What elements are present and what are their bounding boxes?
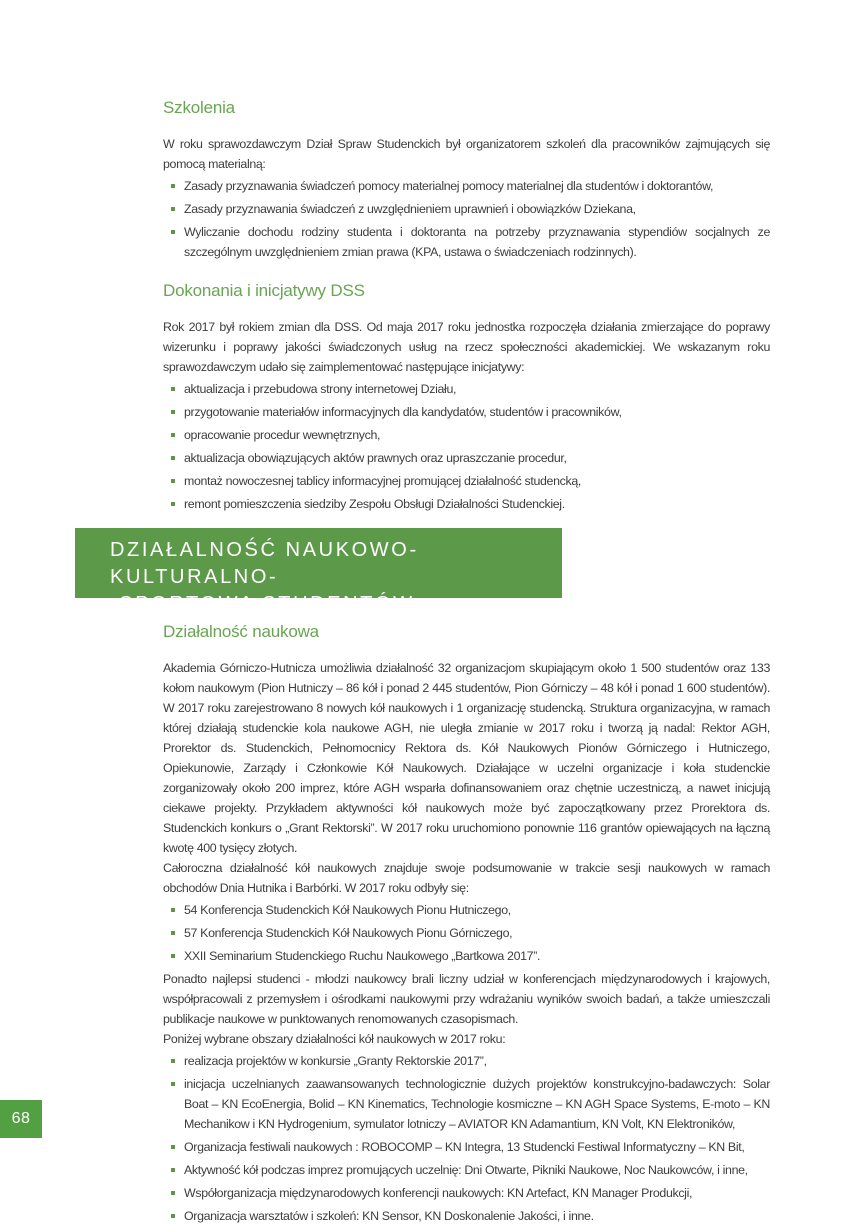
list-item: 57 Konferencja Studenckich Kół Naukowych Pionu Górniczego, [163, 923, 770, 943]
naukowa-paragraph-4: Poniżej wybrane obszary działalności kół naukowych w 2017 roku: [163, 1032, 506, 1046]
list-item: XXII Seminarium Studenckiego Ruchu Naukowego „Bartkowa 2017”. [163, 946, 770, 966]
naukowa-paragraph-3: Ponadto najlepsi studenci - młodzi naukowcy brali liczny udział w konferencjach międzynarodowych i krajowych, współpracowali z przemysłem i ośrodkami naukowymi przy wdrażaniu wyników swoich badań, a także umieszczali publikacje naukowe w punktowanych renomowanych czasopismach. [163, 972, 770, 1026]
list-item: Zasady przyznawania świadczeń pomocy materialnej pomocy materialnej dla studentów i doktorantów, [163, 176, 770, 196]
szkolenia-bullet-list [163, 176, 770, 262]
list-item: 54 Konferencja Studenckich Kół Naukowych Pionu Hutniczego, [163, 900, 770, 920]
list-item: inicjacja uczelnianych zaawansowanych technologicznie dużych projektów konstrukcyjno-badawczych: Solar Boat – KN EcoEnergia, Bolid – KN Kinematics, Technologie kosmiczne – KN AGH Space Systems, E-moto – KN Mechanikow i KN Hydrogenium, symulator lotniczy – AVIATOR KN Adamantium, KN Volt, KN Elektroników, [163, 1074, 770, 1134]
banner-line-1: DZIAŁALNOŚĆ NAUKOWO-KULTURALNO- [110, 539, 419, 588]
list-item: Wyliczanie dochodu rodziny studenta i doktoranta na potrzeby przyznawania stypendiów socjalnych ze szczególnym uwzględnieniem zmian prawa (KPA, ustawa o świadczeniach rodzinnych). [163, 222, 770, 262]
page-number-badge [0, 1100, 42, 1138]
naukowa-paragraph-1: Akademia Górniczo-Hutnicza umożliwia działalność 32 organizacjom skupiającym około 1 500 studentów oraz 133 kołom naukowym (Pion Hutniczy – 86 kół i ponad 2 445 studentów, Pion Górniczy – 48 kół i ponad 1 600 studentów). W 2017 roku zarejestrowano 8 nowych kół naukowych i 1 organizację studencką. Struktura organizacyjna, w ramach której działają studenckie kola naukowe AGH, nie uległa zmianie w 2017 roku i tworzą ją nadal: Rektor AGH, Prorektor ds. Studenckich, Pełnomocnicy Rektora ds. Kół Naukowych Pionów Górniczego i Hutniczego, Opiekunowie, Zarządy i Członkowie Kół Naukowych. Działające w uczelni organizacje i koła studenckie zorganizowały około 200 imprez, które AGH wsparła dofinansowaniem oraz chętnie uczestniczą, a nawet inicjują ciekawe projekty. Przykładem aktywności kół naukowych może być zapoczątkowany przez Prorektora ds. Studenckich konkurs o „Grant Rektorski”. W 2017 roku uruchomiono ponownie 116 grantów opiewających na łączną kwotę 400 tysięcy złotych. [163, 661, 770, 855]
dokonania-intro-paragraph: Rok 2017 był rokiem zmian dla DSS. Od maja 2017 roku jednostka rozpoczęła działania zmierzające do poprawy wizerunku i poprawy jakości świadczonych usług na rzecz społeczności akademickiej. We wskazanym roku sprawozdawczym udało się zaimplementować następujące inicjatywy: [163, 320, 770, 374]
list-item: Organizacja warsztatów i szkoleń: KN Sensor, KN Doskonalenie Jakości, i inne. [163, 1206, 770, 1226]
list-item: przygotowanie materiałów informacyjnych dla kandydatów, studentów i pracowników, [163, 402, 770, 422]
szkolenia-intro-paragraph: W roku sprawozdawczym Dział Spraw Studenckich był organizatorem szkoleń dla pracowników zajmujących się pomocą materialną: [163, 137, 770, 171]
list-item: Współorganizacja międzynarodowych konferencji naukowych: KN Artefact, KN Manager Produkcji, [163, 1183, 770, 1203]
naukowa-paragraph-2: Całoroczna działalność kół naukowych znajduje swoje podsumowanie w trakcie sesji naukowych w ramach obchodów Dnia Hutnika i Barbórki. W 2017 roku odbyły się: [163, 861, 770, 895]
list-item: aktualizacja obowiązujących aktów prawnych oraz upraszczanie procedur, [163, 448, 770, 468]
list-item: Organizacja festiwali naukowych : ROBOCOMP – KN Integra, 13 Studencki Festiwal Informatyczny – KN Bit, [163, 1137, 770, 1157]
list-item: realizacja projektów w konkursie „Granty Rektorskie 2017”, [163, 1051, 770, 1071]
list-item: montaż nowoczesnej tablicy informacyjnej promującej działalność studencką, [163, 471, 770, 491]
list-item: aktualizacja i przebudowa strony internetowej Działu, [163, 379, 770, 399]
list-item: remont pomieszczenia siedziby Zespołu Obsługi Działalności Studenckiej. [163, 494, 770, 514]
banner-line-2: -SPORTOWA STUDENTÓW [110, 593, 415, 615]
section-heading-naukowa: Działalność naukowa [163, 622, 319, 641]
chapter-banner [75, 528, 562, 615]
list-item: opracowanie procedur wewnętrznych, [163, 425, 770, 445]
konferencje-bullet-list [163, 900, 770, 966]
section-heading-dokonania: Dokonania i inicjatywy DSS [163, 281, 365, 300]
lower-content-column [163, 622, 770, 1229]
page-number: 68 [11, 1110, 31, 1127]
dokonania-bullet-list [163, 379, 770, 514]
list-item: Aktywność kół podczas imprez promujących uczelnię: Dni Otwarte, Pikniki Naukowe, Noc Naukowców, i inne, [163, 1160, 770, 1180]
upper-content-column [163, 98, 770, 517]
list-item: Zasady przyznawania świadczeń z uwzględnieniem uprawnień i obowiązków Dziekana, [163, 199, 770, 219]
section-heading-szkolenia: Szkolenia [163, 98, 235, 117]
